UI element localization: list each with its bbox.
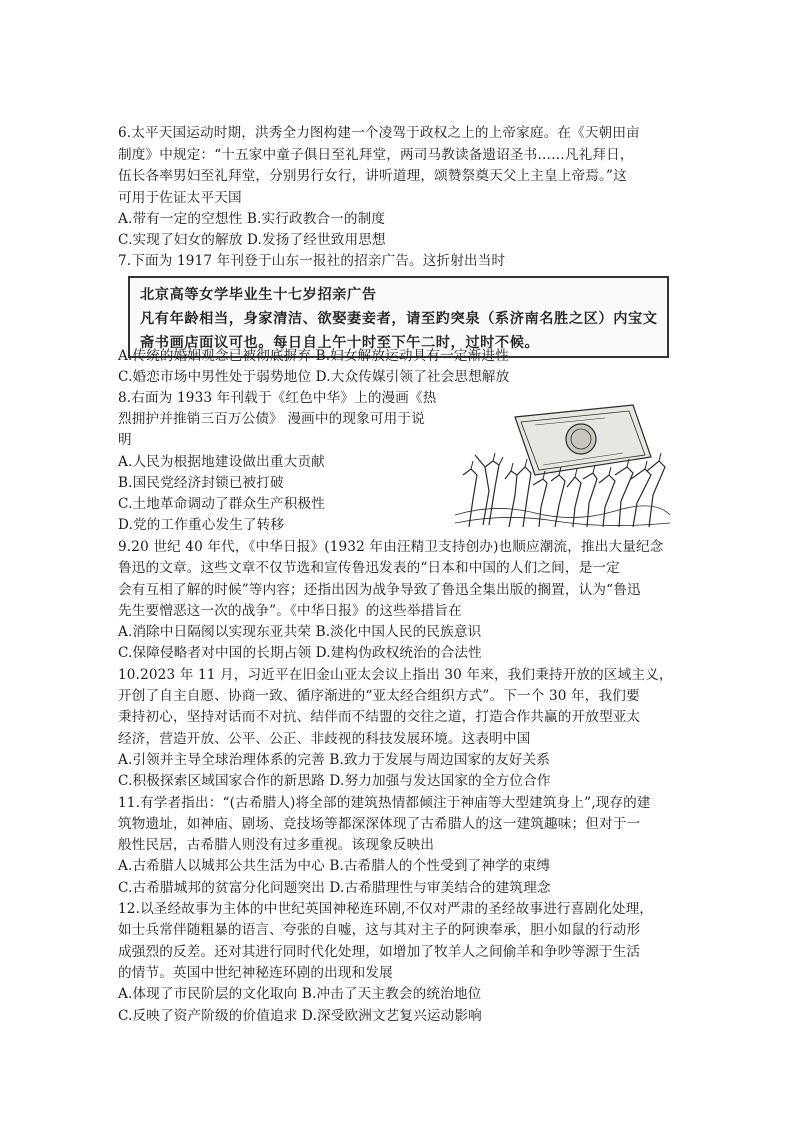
q9-option-ab: A.消除中日隔阂以实现东亚共荣 B.淡化中国人民的民族意识 [118,624,482,640]
q6-stem-line-2: 制度》中规定：“十五家中童子俱日至礼拜堂，两司马教读备遗诏圣书……凡礼拜日， [118,147,634,163]
q8-option-a: A.人民为根据地建设做出重大贡献 [118,454,325,470]
q9-stem-line-1: 9.20 世纪 40 年代，《中华日报》(1932 年由汪精卫支持创办)也顺应潮流，推出大量纪念 [118,539,664,555]
q8-stem-line-3: 明 [118,432,132,448]
q7-stem: 7.下面为 1917 年刊登于山东一报社的招亲广告。这折射出当时 [118,253,506,269]
q6-option-ab: A.带有一定的空想性 B.实行政教合一的制度 [118,211,386,227]
q9-option-cd: C.保障侵略者对中国的长期占领 D.建构伪政权统治的合法性 [118,645,482,661]
q12-option-cd: C.反映了资产阶级的价值追求 D.深受欧洲文艺复兴运动影响 [118,1008,482,1024]
ad-line-2: 凡有年龄相当，身家清洁、欲娶妻妾者，请至趵突泉（系济南名胜之区）内宝文 [140,311,658,327]
q7-option-ab: A.传统的婚姻观念已被彻底摒弃 B.妇女解放运动具有一定渐进性 [118,348,509,364]
q11-stem-line-2: 筑物遗址，如神庙、剧场、竞技场等都深深体现了古希腊人的这一建筑趣味；但对于一 [118,816,641,832]
q10-stem-line-2: 开创了自主自愿、协商一致、循序渐进的“亚太经合组织方式”。下一个 30 年，我们要 [118,688,640,704]
q6-stem-line-1: 6.太平天国运动时期，洪秀全力图构建一个凌驾于政权之上的上帝家庭。在《天朝田亩 [118,125,640,141]
q10-stem-line-3: 秉持初心，坚持对话而不对抗、结伴而不结盟的交往之道，打造合作共赢的开放型亚太 [118,709,641,725]
q8-option-d: D.党的工作重心发生了转移 [118,517,285,533]
q10-stem-line-4: 经济，营造开放、公平、公正、非歧视的科技发展环境。这表明中国 [118,731,531,747]
q9-stem-line-2: 鲁迅的文章。这些文章不仅节选和宣传鲁迅发表的“日本和中国的人们之间，是一定 [118,560,620,576]
q11-stem-line-1: 11.有学者指出：“(古希腊人)将全部的建筑热情都倾注于神庙等大型建筑身上”,现存的建 [118,795,651,811]
q6-stem-line-4: 可用于佐证太平天国 [118,190,242,206]
q12-stem-line-1: 12.以圣经故事为主体的中世纪英国神秘连环剧,不仅对严肃的圣经故事进行喜剧化处理， [118,901,654,917]
q12-option-ab: A.体现了市民阶层的文化取向 B.冲击了天主教会的统治地位 [118,986,482,1002]
q6-option-cd: C.实现了妇女的解放 D.发扬了经世致用思想 [118,232,386,248]
q8-stem-line-2: 烈拥护并推销三百万公债》 漫画中的现象可用于说 [118,411,425,427]
q9-stem-line-3: 会有互相了解的时候”等内容；还指出因为战争导致了鲁迅全集出版的搁置，认为“鲁迅 [118,582,641,598]
ad-line-3: 斋书画店面议可也。每日自上午十时至下午二时，过时不候。 [140,335,540,351]
q11-stem-line-3: 般性民居，古希腊人则没有过多重视。该现象反映出 [118,837,435,853]
q11-option-cd: C.古希腊城邦的贫富分化问题突出 D.古希腊理性与审美结合的建筑理念 [118,880,551,896]
q8-option-b: B.国民党经济封锁已被打破 [118,475,284,491]
q12-stem-line-3: 成强烈的反差。还对其进行同时代化处理，如增加了牧羊人之间偷羊和争吵等源于生活 [118,944,641,960]
ad-title: 北京高等女学毕业生十七岁招亲广告 [140,287,377,303]
bond-seal [566,424,596,454]
q12-stem-line-2: 如士兵常伴随粗暴的语言、夸张的自嘘，这与其对主子的阿谀奉承，胆小如鼠的行动形 [118,922,641,938]
q12-stem-line-4: 的情节。英国中世纪神秘连环剧的出现和发展 [118,965,393,981]
q8-stem-line-1: 8.右面为 1933 年刊载于《红色中华》上的漫画《热 [118,390,437,406]
q10-option-cd: C.积极探索区域国家合作的新思路 D.努力加强与发达国家的全方位合作 [118,773,551,789]
bond-cartoon-illustration [455,395,670,530]
q8-option-c: C.土地革命调动了群众生产积极性 [118,496,325,512]
q10-option-ab: A.引领并主导全球治理体系的完善 B.致力于发展与周边国家的友好关系 [118,752,551,768]
q7-option-cd: C.婚恋市场中男性处于弱势地位 D.大众传媒引领了社会思想解放 [118,369,510,385]
q11-option-ab: A.古希腊人以城邦公共生活为中心 B.古希腊人的个性受到了神学的束缚 [118,858,551,874]
q6-stem-line-3: 伍长各率男妇至礼拜堂，分别男行女行，讲听道理，颂赞祭奠天父上主皇上帝焉。”这 [118,168,627,184]
q9-stem-line-4: 先生要憎恶这一次的战争”。《中华日报》的这些举措旨在 [118,603,462,619]
q10-stem-line-1: 10.2023 年 11 月，习近平在旧金山亚太会议上指出 30 年来，我们秉持开放的区域主义， [118,667,673,683]
